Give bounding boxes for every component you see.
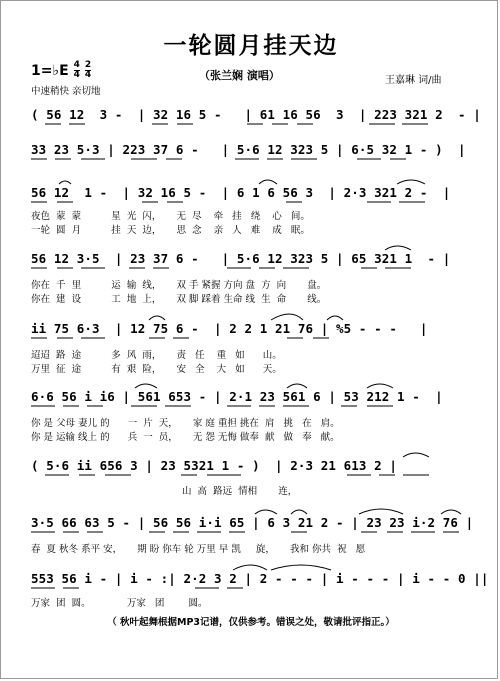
lyrics-row-4-verse-1: 你在 千 里 运 输 线， 双 手 紧握 方向 盘 方 向 盘。 bbox=[31, 280, 327, 291]
lyrics-row-5-verse-1: 迢迢 路 途 多 风 雨， 责 任 重 如 山。 bbox=[31, 350, 282, 361]
time-signature-4-4 bbox=[74, 61, 80, 80]
notation-row-9: 553 56 i - | i - :| 2·2 3 2 | 2 - - - | i - - - | i - - 0 || bbox=[31, 571, 489, 586]
lyrics-row-7-verse-1: 山 高 路远 情相 连， bbox=[31, 486, 298, 497]
tempo-marking: 中速稍快 亲切地 bbox=[31, 86, 101, 97]
key-signature bbox=[31, 61, 91, 80]
notation-row-8: 3·5 66 63 5 - | 56 56 i·i 65 | 6 3 21 2 - | 23 23 i·2 76 | bbox=[31, 515, 474, 530]
notation-row-3: 56 12 1 - | 32 16 5 - | 6 1 6 56 3 | 2·3 321 2 - | bbox=[31, 185, 451, 200]
notation-row-5: ii 75 6·3 | 12 75 6 - | 2 2 1 21 76 | %5 - - - | bbox=[31, 321, 428, 336]
lyrics-row-3-verse-2: 一轮 圆 月 挂 天 边， 思 念 亲 人 难 成 眠。 bbox=[31, 225, 310, 236]
singer-credit: （张兰娴 演唱） bbox=[199, 69, 280, 82]
lyrics-row-5-verse-2: 万里 征 途 有 艰 险， 安 全 大 如 天。 bbox=[31, 364, 282, 375]
time2-numerator: 2 bbox=[84, 60, 92, 70]
key-label: 1=♭E bbox=[31, 62, 69, 79]
lyrics-row-6-verse-2: 你 是 运输 线上 的 兵 一 员， 无 怨 无悔 做奉 献 做 奉 献。 bbox=[31, 432, 340, 443]
notation-row-7: ( 5·6 ii 656 3 | 23 5321 1 - ) | 2·3 21 613 2 | bbox=[31, 458, 398, 473]
time2-denominator: 4 bbox=[84, 70, 92, 80]
lyrics-row-3-verse-1: 夜色 蒙 蒙 星 光 闪， 无 尽 牵 挂 绕 心 间。 bbox=[31, 211, 310, 222]
lyrics-row-8-verse-1: 春 夏 秋冬 系平 安， 期 盼 你车 轮 万里 早 凯 旋， 我和 你共 祝 愿 bbox=[31, 544, 366, 555]
time1-numerator: 4 bbox=[73, 60, 80, 70]
time1-denominator: 4 bbox=[73, 70, 80, 80]
notation-row-4: 56 12 3·5 | 23 37 6 - | 5·6 12 323 5 | 65 321 1 - | bbox=[31, 251, 451, 266]
song-title: 一轮圆月挂天边 bbox=[163, 33, 339, 59]
time-signature-2-4 bbox=[85, 61, 91, 80]
notation-row-2: 33 23 5·3 | 223 37 6 - | 5·6 12 323 5 | 6·5 32 1 - ) | bbox=[31, 142, 466, 157]
notation-row-1: ( 56 12 3 - | 32 16 5 - | 61 16 56 3 | 223 321 2 - | bbox=[31, 107, 481, 122]
transcription-footnote: （ 秋叶起舞根据MP3记谱，仅供参考。错误之处，敬请批评指正。） bbox=[107, 617, 395, 628]
lyrics-row-6-verse-1: 你 是 父母 妻儿 的 一 片 天， 家 庭 重担 挑在 肩 挑 在 肩。 bbox=[31, 418, 340, 429]
lyrics-row-9-verse-1: 万家 团 圆。 万家 团 圆。 bbox=[31, 598, 208, 609]
notation-row-6: 6·6 56 i i6 | 561 653 - | 2·1 23 561 6 | 53 212 1 - | bbox=[31, 389, 443, 404]
author-credit: 王嘉琳 词/曲 bbox=[385, 75, 442, 86]
lyrics-row-4-verse-2: 你在 建 设 工 地 上， 双 脚 踩着 生命 线 生 命 线。 bbox=[31, 294, 327, 305]
